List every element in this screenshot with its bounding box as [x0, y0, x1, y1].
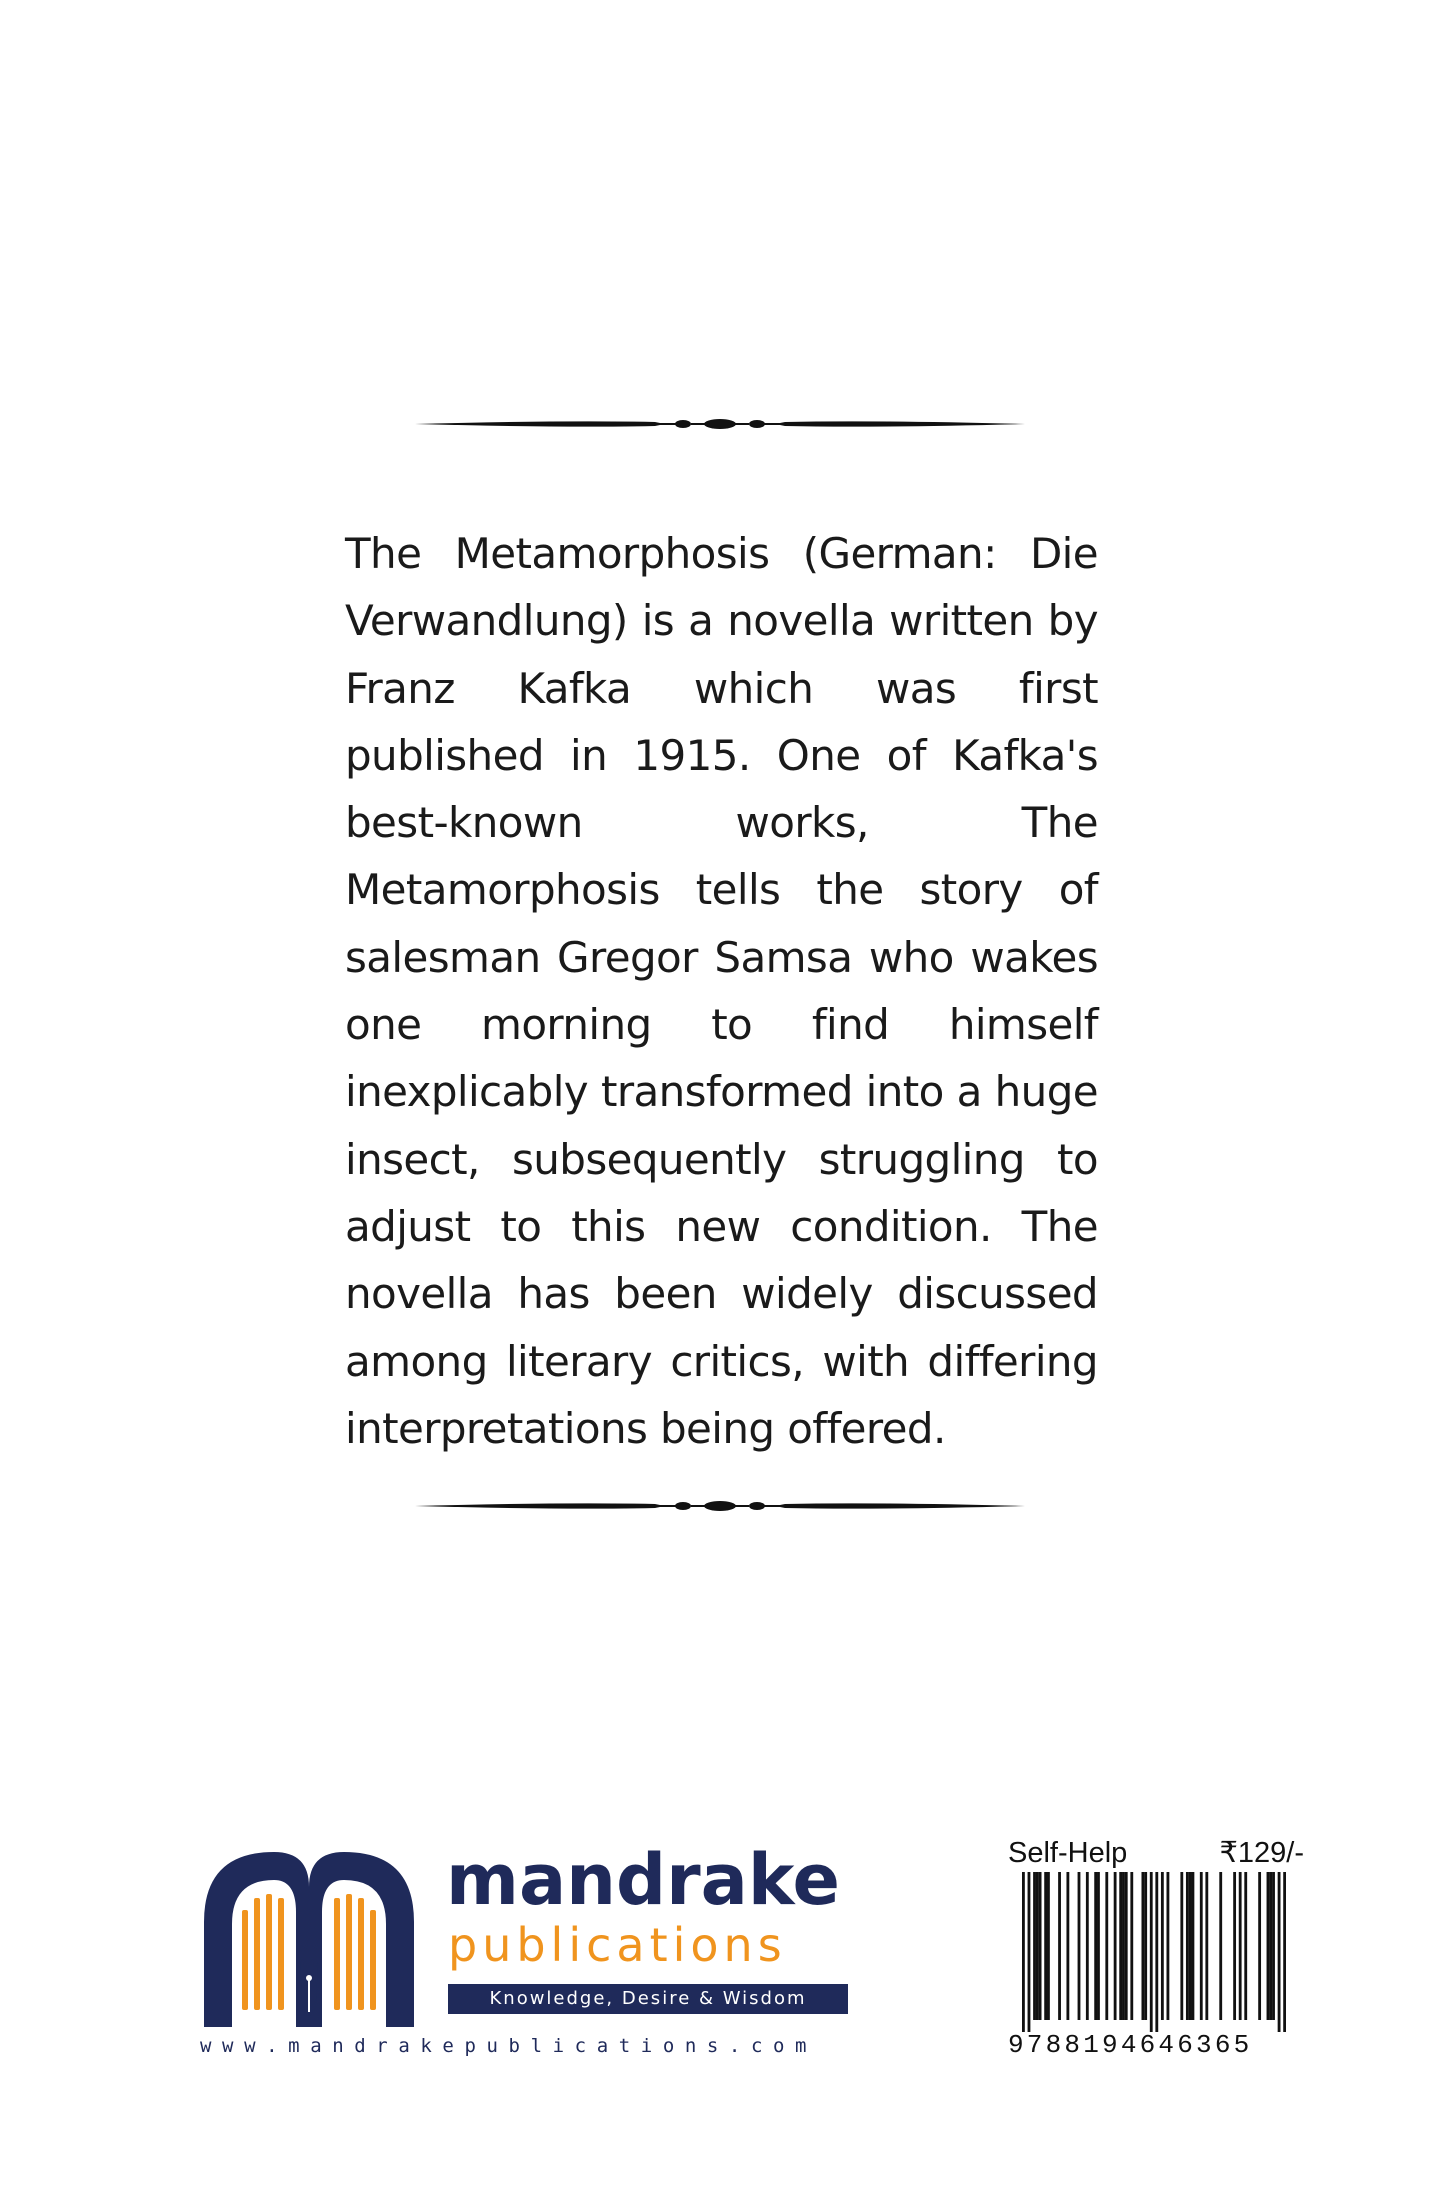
barcode-bar	[1125, 1872, 1128, 2020]
barcode-bar	[1167, 1872, 1170, 2020]
barcode-bars	[1022, 1872, 1286, 2032]
barcode-bar	[1086, 1872, 1089, 2020]
barcode-bar	[1161, 1872, 1164, 2020]
barcode-bar	[1105, 1872, 1108, 2020]
barcode-bar	[1233, 1872, 1236, 2020]
barcode-bar	[1047, 1872, 1050, 2020]
mandrake-pen-arch-logo	[204, 1852, 414, 2027]
barcode-bar	[1039, 1872, 1042, 2020]
barcode-bar	[1036, 1872, 1039, 2020]
barcode-bar	[1097, 1872, 1100, 2020]
barcode-bar	[1267, 1872, 1270, 2020]
barcode-bar	[1180, 1872, 1183, 2020]
genre-label: Self-Help	[1008, 1837, 1128, 1869]
barcode-bar	[1141, 1872, 1144, 2020]
publisher-name: mandrake	[446, 1839, 841, 1921]
barcode-bar	[1044, 1872, 1047, 2020]
barcode-bar	[1278, 1872, 1281, 2032]
barcode-bar	[1200, 1872, 1203, 2020]
barcode-bar	[1150, 1872, 1153, 2032]
barcode-bar	[1028, 1872, 1031, 2032]
barcode-bar	[1283, 1872, 1286, 2032]
barcode-bar	[1192, 1872, 1195, 2020]
barcode-bar	[1022, 1872, 1025, 2032]
barcode-bar	[1244, 1872, 1247, 2020]
barcode-bar	[1058, 1872, 1061, 2020]
barcode-bar	[1119, 1872, 1122, 2020]
book-blurb: The Metamorphosis (German: Die Verwandlung) is a novella written by Franz Kafka which was first published in 1915. One of Kafka's best-known works, The Metamorphosis tells the story of salesman Gregor Samsa who wakes one morning to find himself inexplicably transformed into a huge insect, subsequently struggling to adjust to this new condition. The novella has been widely discussed among literary critics, with differing interpretations being offered.	[345, 529, 1098, 1453]
publisher-tagline: Knowledge, Desire & Wisdom	[448, 1984, 848, 2014]
barcode-bar	[1272, 1872, 1275, 2020]
barcode-bar	[1258, 1872, 1261, 2020]
barcode-bar	[1219, 1872, 1222, 2020]
publisher-block	[200, 1840, 860, 2070]
barcode-bar	[1066, 1872, 1069, 2020]
barcode-bar	[1155, 1872, 1158, 2032]
barcode-bar	[1033, 1872, 1036, 2020]
barcode-bar	[1122, 1872, 1125, 2020]
barcode-bar	[1078, 1872, 1081, 2020]
publisher-website: www.mandrakepublications.com	[200, 2035, 818, 2057]
flourish-divider-icon	[415, 412, 1025, 436]
isbn-digits: 9788194646365	[1008, 2030, 1253, 2060]
barcode-bar	[1189, 1872, 1192, 2020]
publisher-subtitle: publications	[448, 1918, 787, 1972]
barcode-bar	[1130, 1872, 1133, 2020]
barcode-bar	[1144, 1872, 1147, 2020]
barcode-bar	[1239, 1872, 1242, 2020]
barcode-bar	[1269, 1872, 1272, 2020]
barcode-bar	[1186, 1872, 1189, 2020]
flourish-divider-icon	[415, 1494, 1025, 1518]
barcode-bar	[1114, 1872, 1117, 2020]
barcode-bar	[1205, 1872, 1208, 2020]
isbn-barcode	[1004, 1836, 1304, 2066]
barcode-bar	[1094, 1872, 1097, 2020]
price-label: ₹129/-	[1219, 1837, 1304, 1869]
